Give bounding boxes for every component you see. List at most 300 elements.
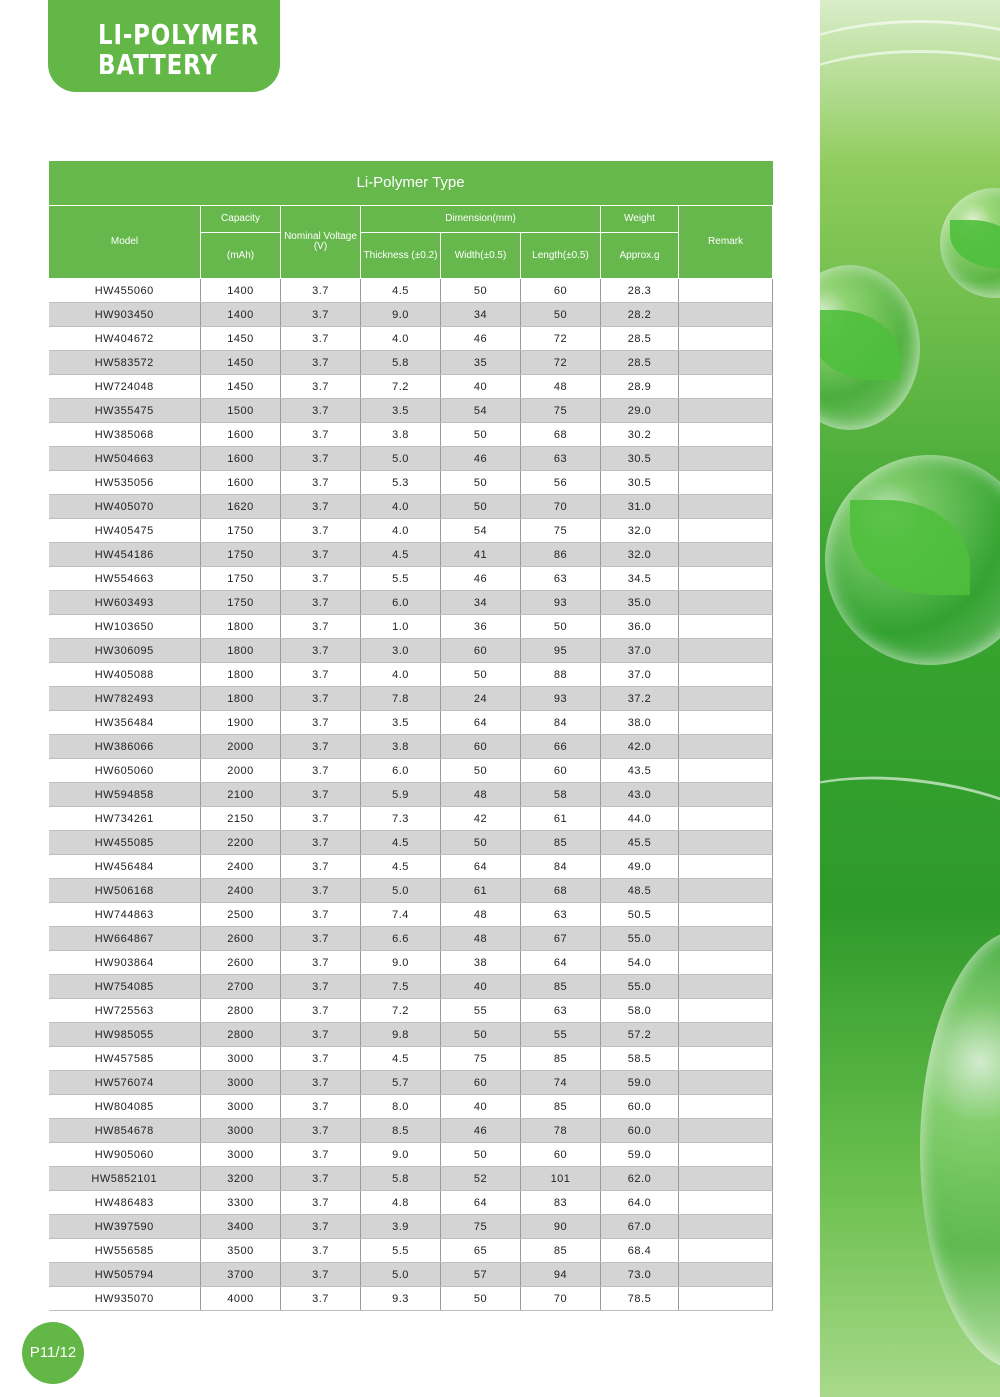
table-cell: 73.0	[601, 1263, 679, 1287]
table-cell: HW583572	[49, 351, 201, 375]
table-cell: 1900	[201, 711, 281, 735]
table-cell	[679, 783, 773, 807]
table-cell	[679, 279, 773, 303]
table-row	[49, 399, 773, 423]
table-cell: 3.7	[281, 591, 361, 615]
table-cell: HW903864	[49, 951, 201, 975]
table-cell: 4.0	[361, 519, 441, 543]
table-cell: 70	[521, 495, 601, 519]
table-cell: 3.7	[281, 1119, 361, 1143]
table-row	[49, 471, 773, 495]
table-cell: 8.0	[361, 1095, 441, 1119]
table-cell: 42.0	[601, 735, 679, 759]
table-cell: 4.0	[361, 495, 441, 519]
table-cell: 63	[521, 447, 601, 471]
table-cell: 3.7	[281, 951, 361, 975]
thickness-header: Thickness (±0.2)	[361, 233, 441, 279]
table-row	[49, 615, 773, 639]
table-cell	[679, 927, 773, 951]
table-cell: 2200	[201, 831, 281, 855]
table-cell: 3.7	[281, 927, 361, 951]
table-cell: 3.7	[281, 759, 361, 783]
table-cell: 3000	[201, 1119, 281, 1143]
table-cell: 40	[441, 375, 521, 399]
table-row	[49, 1023, 773, 1047]
table-cell	[679, 423, 773, 447]
table-cell: 36	[441, 615, 521, 639]
table-cell: 28.5	[601, 351, 679, 375]
table-cell: 85	[521, 831, 601, 855]
table-cell: 3700	[201, 1263, 281, 1287]
table-cell: HW903450	[49, 303, 201, 327]
table-cell: 66	[521, 735, 601, 759]
model-header: Model	[49, 206, 201, 279]
table-cell: 4.0	[361, 663, 441, 687]
table-row	[49, 543, 773, 567]
table-cell: 85	[521, 1047, 601, 1071]
table-row	[49, 831, 773, 855]
capacity-unit-header: (mAh)	[201, 233, 281, 279]
table-cell	[679, 999, 773, 1023]
table-row	[49, 447, 773, 471]
table-cell: 65	[441, 1239, 521, 1263]
table-cell: 52	[441, 1167, 521, 1191]
table-row	[49, 927, 773, 951]
table-cell: HW985055	[49, 1023, 201, 1047]
table-cell: 5.8	[361, 351, 441, 375]
table-cell: 7.3	[361, 807, 441, 831]
table-cell: 3.7	[281, 303, 361, 327]
table-cell: 78	[521, 1119, 601, 1143]
table-cell: 46	[441, 567, 521, 591]
table-cell: 85	[521, 1095, 601, 1119]
table-cell: HW457585	[49, 1047, 201, 1071]
table-cell: 50.5	[601, 903, 679, 927]
table-cell: HW397590	[49, 1215, 201, 1239]
table-cell: 2800	[201, 999, 281, 1023]
table-cell: 30.5	[601, 447, 679, 471]
table-cell: 44.0	[601, 807, 679, 831]
table-cell: 28.2	[601, 303, 679, 327]
table-cell: 43.5	[601, 759, 679, 783]
table-cell: 48	[441, 903, 521, 927]
table-cell: 28.9	[601, 375, 679, 399]
light-swoosh	[820, 758, 1000, 924]
table-row	[49, 303, 773, 327]
table-cell: 1750	[201, 543, 281, 567]
table-cell: 1450	[201, 327, 281, 351]
table-cell: 9.8	[361, 1023, 441, 1047]
table-cell: 3.7	[281, 999, 361, 1023]
table-row	[49, 1167, 773, 1191]
table-cell: HW386066	[49, 735, 201, 759]
table-cell: 8.5	[361, 1119, 441, 1143]
table-row	[49, 591, 773, 615]
table-cell: 34	[441, 303, 521, 327]
table-cell: 34	[441, 591, 521, 615]
table-cell: 3.8	[361, 423, 441, 447]
table-cell	[679, 1119, 773, 1143]
table-cell: 3.7	[281, 1215, 361, 1239]
remark-header: Remark	[679, 206, 773, 279]
table-cell	[679, 1095, 773, 1119]
table-cell: 63	[521, 999, 601, 1023]
table-cell: 9.0	[361, 1143, 441, 1167]
table-cell	[679, 1023, 773, 1047]
table-cell: 4.0	[361, 327, 441, 351]
table-cell	[679, 687, 773, 711]
table-cell: HW725563	[49, 999, 201, 1023]
table-cell: 50	[521, 303, 601, 327]
table-cell: 50	[441, 663, 521, 687]
table-cell: 35	[441, 351, 521, 375]
table-cell: 50	[441, 279, 521, 303]
table-cell: HW103650	[49, 615, 201, 639]
table-row	[49, 375, 773, 399]
table-row	[49, 975, 773, 999]
table-cell: 55	[441, 999, 521, 1023]
table-cell: 3.7	[281, 879, 361, 903]
table-cell: 3.7	[281, 375, 361, 399]
table-cell: 3000	[201, 1047, 281, 1071]
table-cell: 46	[441, 447, 521, 471]
table-cell: 3.7	[281, 639, 361, 663]
table-cell: 54.0	[601, 951, 679, 975]
table-cell: 50	[441, 1023, 521, 1047]
table-cell: 7.2	[361, 999, 441, 1023]
table-row	[49, 1239, 773, 1263]
table-cell: 34.5	[601, 567, 679, 591]
table-cell: HW504663	[49, 447, 201, 471]
table-cell: 50	[441, 471, 521, 495]
table-cell: HW905060	[49, 1143, 201, 1167]
table-row	[49, 855, 773, 879]
length-header: Length(±0.5)	[521, 233, 601, 279]
table-cell: 3.7	[281, 1191, 361, 1215]
table-cell: 4.5	[361, 855, 441, 879]
table-cell: 3.7	[281, 831, 361, 855]
table-cell: HW385068	[49, 423, 201, 447]
table-row	[49, 1143, 773, 1167]
table-cell: 3.7	[281, 687, 361, 711]
table-cell: 83	[521, 1191, 601, 1215]
table-cell: 3.7	[281, 1167, 361, 1191]
table-cell: 48.5	[601, 879, 679, 903]
table-cell: 60	[521, 279, 601, 303]
table-cell: HW404672	[49, 327, 201, 351]
table-cell: 1750	[201, 591, 281, 615]
table-cell: 50	[441, 831, 521, 855]
table-cell: 58.0	[601, 999, 679, 1023]
table-cell	[679, 1239, 773, 1263]
table-cell: 36.0	[601, 615, 679, 639]
table-cell: HW754085	[49, 975, 201, 999]
table-cell: 4.8	[361, 1191, 441, 1215]
table-cell: 62.0	[601, 1167, 679, 1191]
table-cell: HW605060	[49, 759, 201, 783]
table-cell	[679, 903, 773, 927]
table-cell: 38	[441, 951, 521, 975]
table-cell	[679, 663, 773, 687]
table-cell: 93	[521, 591, 601, 615]
table-cell	[679, 567, 773, 591]
table-cell: 1620	[201, 495, 281, 519]
table-cell: 60	[441, 639, 521, 663]
table-cell: 75	[441, 1047, 521, 1071]
light-swoosh	[820, 50, 1000, 173]
table-cell: HW454186	[49, 543, 201, 567]
table-cell	[679, 447, 773, 471]
weight-unit-header: Approx.g	[601, 233, 679, 279]
table-cell: 3.0	[361, 639, 441, 663]
table-cell: HW486483	[49, 1191, 201, 1215]
table-cell: 75	[521, 399, 601, 423]
table-cell: 3500	[201, 1239, 281, 1263]
table-row	[49, 807, 773, 831]
table-cell: 37.0	[601, 639, 679, 663]
table-cell: 50	[521, 615, 601, 639]
table-cell: 7.2	[361, 375, 441, 399]
table-cell	[679, 1167, 773, 1191]
table-cell: 6.6	[361, 927, 441, 951]
table-cell: 2800	[201, 1023, 281, 1047]
table-cell: 3.7	[281, 1239, 361, 1263]
table-cell: 42	[441, 807, 521, 831]
table-cell: 3.7	[281, 663, 361, 687]
table-cell: 3.7	[281, 1263, 361, 1287]
table-cell: 2500	[201, 903, 281, 927]
table-row	[49, 1287, 773, 1311]
table-cell: 4.5	[361, 1047, 441, 1071]
table-cell: 56	[521, 471, 601, 495]
table-cell: 55	[521, 1023, 601, 1047]
table-cell: 30.2	[601, 423, 679, 447]
table-cell: 43.0	[601, 783, 679, 807]
table-cell: 38.0	[601, 711, 679, 735]
dimension-header: Dimension(mm)	[361, 206, 601, 233]
table-cell: HW594858	[49, 783, 201, 807]
table-cell: 1450	[201, 351, 281, 375]
table-cell	[679, 1263, 773, 1287]
table-cell	[679, 591, 773, 615]
table-row	[49, 999, 773, 1023]
table-cell: 75	[441, 1215, 521, 1239]
table-cell: 90	[521, 1215, 601, 1239]
table-cell	[679, 1287, 773, 1311]
table-cell	[679, 399, 773, 423]
table-cell: 64	[441, 855, 521, 879]
table-cell: 2400	[201, 879, 281, 903]
table-cell: 55.0	[601, 975, 679, 999]
table-cell: 88	[521, 663, 601, 687]
table-cell: 4.5	[361, 831, 441, 855]
table-cell: HW724048	[49, 375, 201, 399]
table-cell: 3.7	[281, 399, 361, 423]
table-row	[49, 519, 773, 543]
table-cell: 54	[441, 519, 521, 543]
table-cell: 2600	[201, 927, 281, 951]
table-cell: 2400	[201, 855, 281, 879]
table-cell: 1750	[201, 519, 281, 543]
table-cell: 9.3	[361, 1287, 441, 1311]
table-cell: 1400	[201, 279, 281, 303]
table-row	[49, 759, 773, 783]
table-cell: 72	[521, 351, 601, 375]
table-row	[49, 1215, 773, 1239]
table-cell	[679, 543, 773, 567]
li-polymer-spec-table	[48, 161, 773, 1311]
capacity-header: Capacity	[201, 206, 281, 233]
table-cell: 95	[521, 639, 601, 663]
table-cell	[679, 951, 773, 975]
table-cell: 50	[441, 759, 521, 783]
table-cell	[679, 1191, 773, 1215]
table-cell	[679, 807, 773, 831]
table-cell: 3.7	[281, 975, 361, 999]
table-cell: 9.0	[361, 303, 441, 327]
table-cell: 1400	[201, 303, 281, 327]
table-row	[49, 1191, 773, 1215]
table-cell: 50	[441, 423, 521, 447]
table-cell: 24	[441, 687, 521, 711]
table-cell: HW405088	[49, 663, 201, 687]
voltage-header: Nominal Voltage (V)	[281, 206, 361, 279]
table-cell: HW355475	[49, 399, 201, 423]
table-cell	[679, 519, 773, 543]
table-cell: 2100	[201, 783, 281, 807]
table-cell: 58.5	[601, 1047, 679, 1071]
table-row	[49, 903, 773, 927]
table-cell: HW506168	[49, 879, 201, 903]
table-cell: 1800	[201, 687, 281, 711]
table-cell: 3400	[201, 1215, 281, 1239]
table-cell: 4.5	[361, 543, 441, 567]
table-cell	[679, 1143, 773, 1167]
table-cell: HW456484	[49, 855, 201, 879]
table-cell: HW854678	[49, 1119, 201, 1143]
table-row	[49, 1047, 773, 1071]
table-cell: 3000	[201, 1071, 281, 1095]
table-cell	[679, 879, 773, 903]
table-cell: 3300	[201, 1191, 281, 1215]
table-cell: 68	[521, 879, 601, 903]
table-cell: 1600	[201, 447, 281, 471]
table-cell: 60	[441, 735, 521, 759]
table-row	[49, 783, 773, 807]
table-cell: 57.2	[601, 1023, 679, 1047]
table-cell: 63	[521, 903, 601, 927]
table-cell: 85	[521, 1239, 601, 1263]
table-cell: HW5852101	[49, 1167, 201, 1191]
table-cell: HW734261	[49, 807, 201, 831]
table-cell: 41	[441, 543, 521, 567]
table-cell	[679, 351, 773, 375]
table-cell: HW405070	[49, 495, 201, 519]
title-badge	[48, 0, 280, 92]
table-cell: 35.0	[601, 591, 679, 615]
table-cell: HW804085	[49, 1095, 201, 1119]
table-cell: 50	[441, 495, 521, 519]
table-cell: 1750	[201, 567, 281, 591]
table-cell	[679, 759, 773, 783]
table-cell: 3.5	[361, 711, 441, 735]
table-cell: 1500	[201, 399, 281, 423]
table-cell	[679, 831, 773, 855]
table-cell: 3.7	[281, 1047, 361, 1071]
table-cell: 5.9	[361, 783, 441, 807]
table-cell: 3200	[201, 1167, 281, 1191]
table-cell: 5.5	[361, 1239, 441, 1263]
table-cell: 57	[441, 1263, 521, 1287]
table-cell: 48	[521, 375, 601, 399]
table-cell: 4000	[201, 1287, 281, 1311]
table-cell: 3.7	[281, 1095, 361, 1119]
table-cell: 40	[441, 975, 521, 999]
table-cell: 67	[521, 927, 601, 951]
table-cell	[679, 615, 773, 639]
table-cell	[679, 471, 773, 495]
table-cell: 3.7	[281, 903, 361, 927]
table-cell: 7.5	[361, 975, 441, 999]
table-cell: 3.7	[281, 543, 361, 567]
table-cell: 1800	[201, 663, 281, 687]
table-cell: 5.8	[361, 1167, 441, 1191]
table-cell: 7.8	[361, 687, 441, 711]
table-cell	[679, 495, 773, 519]
table-cell: HW744863	[49, 903, 201, 927]
table-cell: 1450	[201, 375, 281, 399]
table-row	[49, 639, 773, 663]
table-cell: HW455085	[49, 831, 201, 855]
table-row	[49, 879, 773, 903]
table-cell: 50	[441, 1143, 521, 1167]
table-cell: 1800	[201, 639, 281, 663]
table-cell	[679, 735, 773, 759]
table-cell: 9.0	[361, 951, 441, 975]
table-cell: 3.7	[281, 351, 361, 375]
table-cell: 64	[521, 951, 601, 975]
table-cell: 45.5	[601, 831, 679, 855]
decorative-bubble-artwork	[820, 0, 1000, 1397]
table-cell: 54	[441, 399, 521, 423]
table-cell: 101	[521, 1167, 601, 1191]
table-cell: 6.0	[361, 591, 441, 615]
table-cell: 85	[521, 975, 601, 999]
table-cell: 46	[441, 1119, 521, 1143]
table-cell: 1.0	[361, 615, 441, 639]
table-row	[49, 711, 773, 735]
table-cell: 78.5	[601, 1287, 679, 1311]
table-cell: HW505794	[49, 1263, 201, 1287]
table-cell: 5.0	[361, 879, 441, 903]
table-cell: 29.0	[601, 399, 679, 423]
table-cell: 2700	[201, 975, 281, 999]
table-row	[49, 951, 773, 975]
table-cell: 94	[521, 1263, 601, 1287]
table-cell: 63	[521, 567, 601, 591]
table-cell: 3.7	[281, 567, 361, 591]
table-cell: 3.7	[281, 423, 361, 447]
table-cell: 60	[441, 1071, 521, 1095]
table-cell: 3.7	[281, 471, 361, 495]
table-cell: 3.7	[281, 279, 361, 303]
spec-table-body	[49, 279, 773, 1311]
table-cell: 64	[441, 711, 521, 735]
table-row	[49, 279, 773, 303]
table-row	[49, 663, 773, 687]
table-cell: 32.0	[601, 543, 679, 567]
table-type-title: Li-Polymer Type	[49, 161, 773, 206]
